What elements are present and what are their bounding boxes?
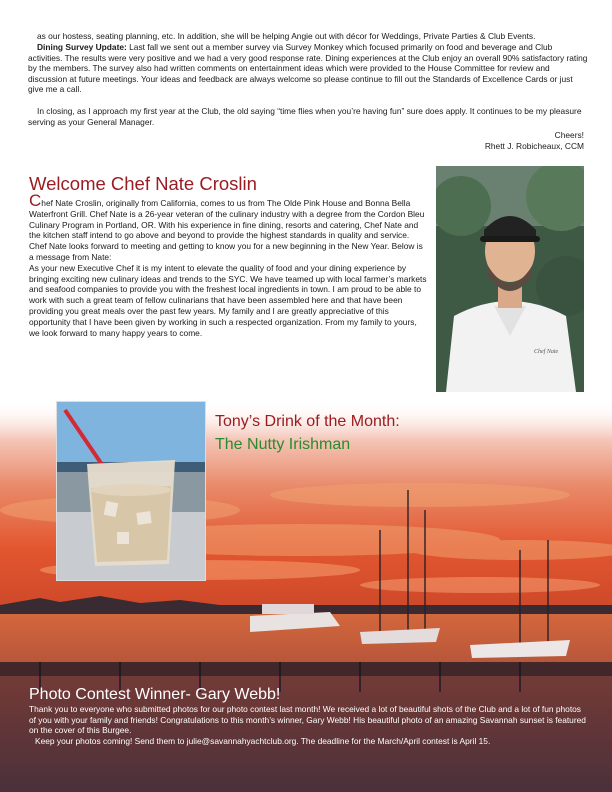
signature: Rhett J. Robicheaux, CCM xyxy=(484,140,584,151)
chef-photo xyxy=(436,166,584,392)
photo-contest-title: Photo Contest Winner- Gary Webb! xyxy=(29,686,281,703)
survey-text: Last fall we sent out a member survey via Survey Monkey which focused primarily on food and beverage and Club activities. The results were very positive and we had a very good response rate. Dining experiences at the Club enjoy an overall 90% satisfactory rating by the members. The survey also had written comments on entertainment ideas which were provided to the House Committee for review and discussion at future meetings. Your ideas and feedback are always welcome so please continue to fill out the Standards of Excellence Cards or just give me a call. xyxy=(28,42,588,94)
survey-label: Dining Survey Update: xyxy=(37,42,127,52)
survey-paragraph xyxy=(28,42,588,95)
signoff-text: Cheers! xyxy=(554,130,584,140)
signoff-block xyxy=(485,130,584,151)
chef-section-title: Welcome Chef Nate Croslin xyxy=(29,173,257,194)
chef-article xyxy=(29,191,429,338)
drop-cap: C xyxy=(29,191,42,210)
chef-message: As your new Executive Chef it is my intent to elevate the quality of food and your dining experience by bringing exciting new culinary ideas and trends to the SYC. We have teamed up with local farmer’s markets and seafood companies to provide you with the freshest local ingredients in town. I am proud to be able to work with such a great team of fellow culinarians that have been assembled here and that have been providing you great meals over the past few years. My family and I are greatly appreciative of this opportunity that I have been given by working in such a respected organization. From my family to yours, we look forward to many happy years to come. xyxy=(29,262,427,338)
drink-of-month-heading: Tony’s Drink of the Month: xyxy=(215,413,400,430)
drink-name: The Nutty Irishman xyxy=(215,436,351,453)
photo-contest-paragraph xyxy=(29,704,589,746)
chef-intro-text: hef Nate Croslin, originally from California, comes to us from The Olde Pink House and Bonna Bella Waterfront Grill. Chef Nate is a 26-year veteran of the culinary industry with a degree from the Cordon Bleu Culinary Program in Portland, OR. With his experience in fine dining, resorts and catering, Chef Nate and the kitchen staff intend to go above and beyond to provide the highest standards in quality and service. Chef Nate looks forward to meeting and getting to know you for a new beginning in the New Year. Below is a message from Nate: xyxy=(29,198,425,262)
letter-intro-paragraph: as our hostess, seating planning, etc. In addition, she will be helping Angie out with décor for Weddings, Private Parties & Club Events. xyxy=(37,31,536,41)
jacket-embroidery: Chef Nate xyxy=(534,349,559,355)
drink-photo xyxy=(56,401,206,581)
photo-contest-text: Thank you to everyone who submitted photos for our photo contest last month! We received a lot of beautiful shots of the Club and a lot of fun photos of you with your family and friends! Congratulations to this month’s winner, Gary Webb! His beautiful photo of an amazing Savannah sunset is featured on the cover of this Burgee. xyxy=(29,704,586,736)
photo-contest-submission-text: Keep your photos coming! Send them to julie@savannahyachtclub.org. The deadline for the March/April contest is April 15. xyxy=(35,735,491,746)
closing-paragraph: In closing, as I approach my first year at the Club, the old saying “time flies when you’re having fun” sure does apply. It continues to be my pleasure serving as your General Manager. xyxy=(28,106,582,127)
